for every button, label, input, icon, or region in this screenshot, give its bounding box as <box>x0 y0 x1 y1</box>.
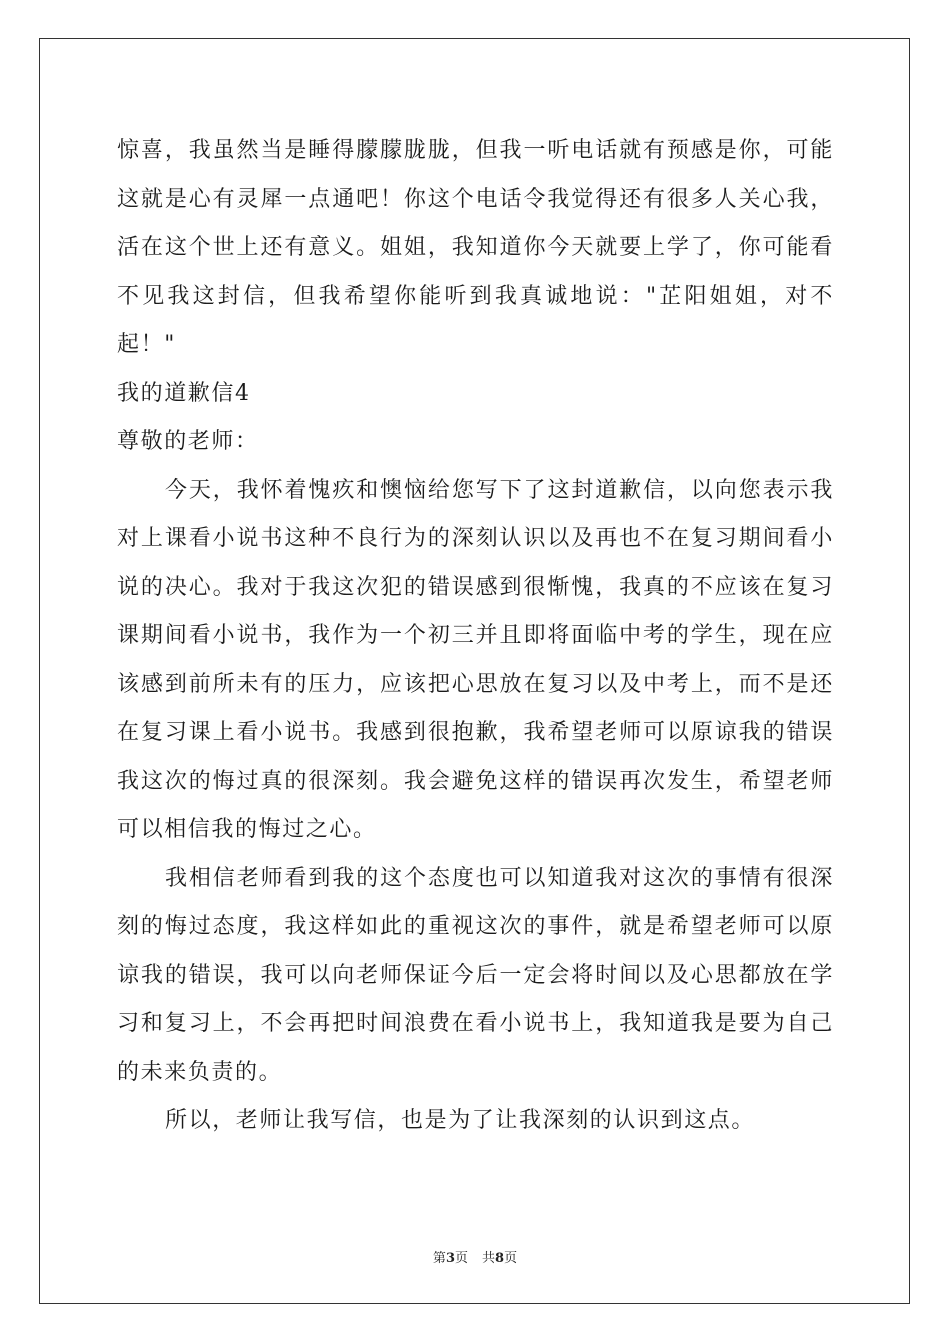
page-prefix: 第 <box>432 1251 446 1266</box>
paragraph-continuation: 惊喜，我虽然当是睡得朦朦胧胧，但我一听电话就有预感是你，可能这就是心有灵犀一点通吧！你这个电话令我觉得还有很多人关心我，活在这个世上还有意义。姐姐，我知道你今天就要上学了，你可能看不见我这封信，但我希望你能听到我真诚地说："芷阳姐姐，对不起！" <box>117 138 834 357</box>
total-unit: 页 <box>504 1251 518 1266</box>
document-body <box>117 127 834 1146</box>
current-page-number: 3 <box>445 1251 455 1266</box>
body-paragraph: 今天，我怀着愧疚和懊恼给您写下了这封道歉信，以向您表示我对上课看小说书这种不良行为的深刻认识以及再也不在复习期间看小说的决心。我对于我这次犯的错误感到很惭愧，我真的不应该在复习课期间看小说书，我作为一个初三并且即将面临中考的学生，现在应该感到前所未有的压力，应该把心思放在复习以及中考上，而不是还在复习课上看小说书。我感到很抱歉，我希望老师可以原谅我的错误我这次的悔过真的很深刻。我会避免这样的错误再次发生，希望老师可以相信我的悔过之心。 <box>117 477 834 842</box>
page-unit: 页 <box>454 1251 468 1266</box>
body-paragraph: 我相信老师看到我的这个态度也可以知道我对这次的事情有很深刻的悔过态度，我这样如此的重视这次的事件，就是希望老师可以原谅我的错误，我可以向老师保证今后一定会将时间以及心思都放在学习和复习上，不会再把时间浪费在看小说书上，我知道我是要为自己的未来负责的。 <box>117 865 834 1085</box>
total-page-number: 8 <box>495 1251 505 1266</box>
section-heading: 我的道歉信4 <box>117 380 251 406</box>
body-paragraph: 所以，老师让我写信，也是为了让我深刻的认识到这点。 <box>165 1108 756 1133</box>
page-footer <box>0 1247 950 1266</box>
letter-salutation: 尊敬的老师： <box>117 429 259 454</box>
total-prefix: 共 <box>482 1251 496 1266</box>
